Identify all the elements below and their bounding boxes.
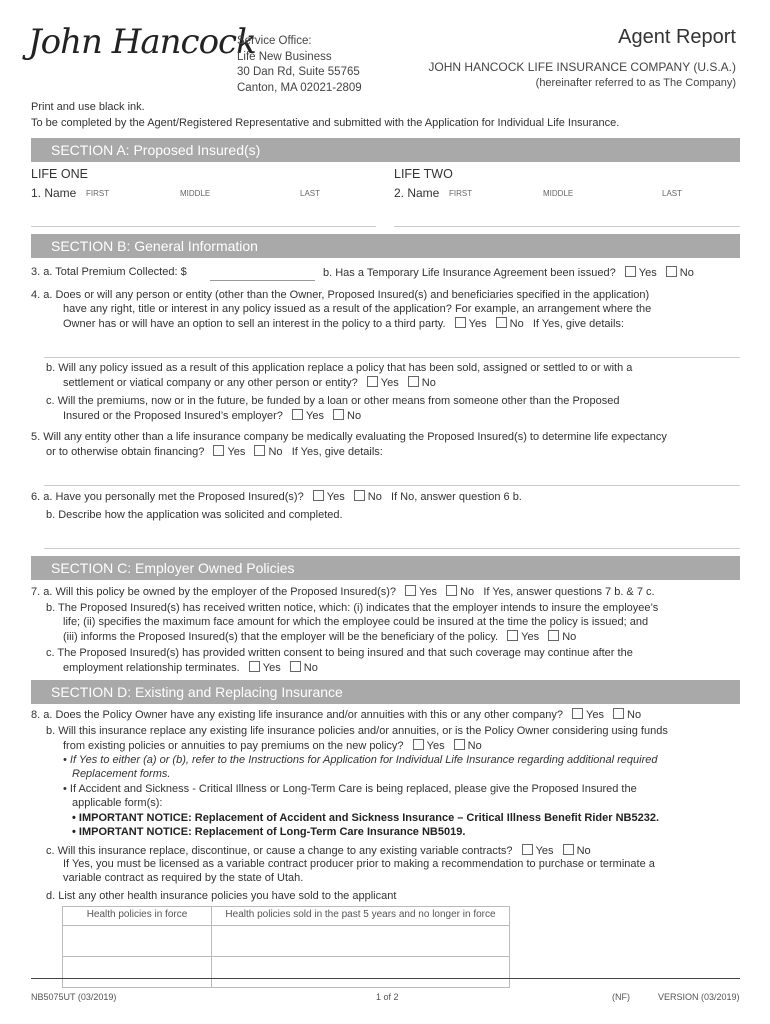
q7b-no-checkbox[interactable] xyxy=(548,630,559,641)
q7b-line1: b. The Proposed Insured(s) has received written notice, which: (i) indicates that the employer intends to insure the employee’s xyxy=(46,602,659,614)
q8b-line1: b. Will this insurance replace any existing life insurance policies and/or annuities, or is the Policy Owner considering using funds xyxy=(46,725,668,737)
q8a-yes-checkbox[interactable] xyxy=(572,708,583,719)
no-label: No xyxy=(467,740,482,752)
service-office-address xyxy=(237,34,362,96)
q7b-yes-checkbox[interactable] xyxy=(507,630,518,641)
section-a-title: SECTION A: Proposed Insured(s) xyxy=(51,142,261,158)
q6b-label: b. Describe how the application was solicited and completed. xyxy=(46,509,343,521)
service-office-line: Service Office: xyxy=(237,35,312,47)
q8b-notice-critical-illness: • IMPORTANT NOTICE: Replacement of Accident and Sickness Insurance – Critical Illness Benefit Rider NB5232. xyxy=(72,812,660,824)
yes-label: Yes xyxy=(586,709,604,721)
last-label: LAST xyxy=(662,189,683,198)
q7a-no-checkbox[interactable] xyxy=(446,585,457,596)
no-label: No xyxy=(460,586,475,598)
no-label: No xyxy=(679,267,694,279)
q8c-no-checkbox[interactable] xyxy=(563,844,574,855)
no-label: No xyxy=(421,377,436,389)
section-b-header xyxy=(31,234,740,258)
q3b-no-checkbox[interactable] xyxy=(666,266,677,277)
q8a-label: 8. a. Does the Policy Owner have any existing life insurance and/or annuities with this or any other company? xyxy=(31,709,563,721)
section-d-title: SECTION D: Existing and Replacing Insurance xyxy=(51,684,343,700)
intro-ink: Print and use black ink. xyxy=(31,101,145,113)
q4b-no-checkbox[interactable] xyxy=(408,376,419,387)
intro-instructions: To be completed by the Agent/Registered Representative and submitted with the Application for Individual Life Insurance. xyxy=(31,117,620,129)
q8b-notice-long-term-care: • IMPORTANT NOTICE: Replacement of Long-Term Care Insurance NB5019. xyxy=(72,826,466,838)
q8c-yes-checkbox[interactable] xyxy=(522,844,533,855)
q7b-line3-text: (iii) informs the Proposed Insured(s) that the employer will be the beneficiary of the policy. xyxy=(63,631,499,643)
form-id: NB5075UT (03/2019) xyxy=(31,992,117,1002)
yes-label: Yes xyxy=(521,631,540,643)
q7c-line1: c. The Proposed Insured(s) has provided written consent to being insured and that such coverage may continue after the xyxy=(46,647,633,659)
name-2-label: 2. Name xyxy=(394,186,440,200)
q4c-no-checkbox[interactable] xyxy=(333,409,344,420)
q7c-yes-checkbox[interactable] xyxy=(249,661,260,672)
section-d-header xyxy=(31,680,740,704)
q8c-line1-text: c. Will this insurance replace, discontinue, or cause a change to any existing variable contracts? xyxy=(46,845,513,857)
q6a xyxy=(31,490,522,503)
q8a-no-checkbox[interactable] xyxy=(613,708,624,719)
yes-label: Yes xyxy=(419,586,438,598)
q8b-bullet1-line1: • If Yes to either (a) or (b), refer to the Instructions for Application for Individual Life Insurance regarding additional required xyxy=(63,754,658,766)
yes-label: Yes xyxy=(380,377,399,389)
q4b-yes-checkbox[interactable] xyxy=(367,376,378,387)
q8c-line2: If Yes, you must be licensed as a variable contract producer prior to making a recommendation to purchase or terminate a xyxy=(63,858,655,870)
health-cell-input[interactable] xyxy=(63,957,212,988)
no-label: No xyxy=(268,446,283,458)
life-two-label: LIFE TWO xyxy=(394,167,453,181)
q4b-line2 xyxy=(63,376,436,389)
no-label: No xyxy=(576,845,591,857)
q3b-yes-checkbox[interactable] xyxy=(625,266,636,277)
footer-divider xyxy=(31,978,740,979)
q7a-label: 7. a. Will this policy be owned by the employer of the Proposed Insured(s)? xyxy=(31,586,397,598)
q6b-field[interactable] xyxy=(44,548,740,549)
q3b xyxy=(323,266,694,279)
total-premium-field[interactable] xyxy=(210,280,315,281)
q7c-line2-text: employment relationship terminates. xyxy=(63,662,240,674)
section-a-header xyxy=(31,138,740,162)
q4b-line1: b. Will any policy issued as a result of this application replace a policy that has been sold, assigned or settled to or with a xyxy=(46,362,633,374)
yes-label: Yes xyxy=(468,318,487,330)
yes-label: Yes xyxy=(227,446,246,458)
q4c-line2-text: Insured or the Proposed Insured’s employer? xyxy=(63,410,283,422)
life-one-label: LIFE ONE xyxy=(31,167,88,181)
middle-label: MIDDLE xyxy=(543,189,574,198)
q4b-line2-text: settlement or viatical company or any other person or entity? xyxy=(63,377,358,389)
no-label: No xyxy=(562,631,577,643)
last-label: LAST xyxy=(300,189,321,198)
q4a-line2: have any right, title or interest in any policy issued as a result of the application? For example, an arrangement where the xyxy=(63,303,652,315)
q7a-yes-checkbox[interactable] xyxy=(405,585,416,596)
health-col-past-5-years: Health policies sold in the past 5 years and no longer in force xyxy=(212,907,510,926)
page-number: 1 of 2 xyxy=(376,992,399,1002)
q5-line2-text: or to otherwise obtain financing? xyxy=(46,446,205,458)
no-label: No xyxy=(627,709,642,721)
q8d-label: d. List any other health insurance policies you have sold to the applicant xyxy=(46,890,397,902)
q8b-yes-checkbox[interactable] xyxy=(413,739,424,750)
yes-label: Yes xyxy=(306,410,324,422)
q4c-yes-checkbox[interactable] xyxy=(292,409,303,420)
q4c-line2 xyxy=(63,409,361,422)
first-label: FIRST xyxy=(86,189,110,198)
q4c-line1: c. Will the premiums, now or in the future, be funded by a loan or other means from someone other than the Proposed xyxy=(46,395,620,407)
q5-line2 xyxy=(46,445,383,458)
q4a-details-label: If Yes, give details: xyxy=(532,318,624,330)
yes-label: Yes xyxy=(638,267,657,279)
q6a-no-checkbox[interactable] xyxy=(354,490,365,501)
yes-label: Yes xyxy=(535,845,554,857)
health-col-in-force: Health policies in force xyxy=(63,907,212,926)
q5-details-label: If Yes, give details: xyxy=(291,446,383,458)
q3b-label: b. Has a Temporary Life Insurance Agreement been issued? xyxy=(323,267,616,279)
health-cell-input[interactable] xyxy=(212,957,510,988)
no-label: No xyxy=(509,318,524,330)
john-hancock-logo: John Hancock xyxy=(28,22,256,62)
company-subtitle: (hereinafter referred to as The Company) xyxy=(535,77,736,89)
middle-label: MIDDLE xyxy=(180,189,211,198)
q7b-line2: life; (ii) specifies the maximum face amount for which the employee could be insured at the time the policy is issued; and xyxy=(63,616,649,628)
name-2-field[interactable] xyxy=(394,226,740,227)
q6a-note: If No, answer question 6 b. xyxy=(391,491,522,503)
q4a-details-field[interactable] xyxy=(44,357,740,358)
q8b-bullet2-line1: • If Accident and Sickness - Critical Illness or Long-Term Care is being replaced, please give the Proposed Insured the xyxy=(63,783,637,795)
q4a-no-checkbox[interactable] xyxy=(496,317,507,328)
q3a-label: 3. a. Total Premium Collected: $ xyxy=(31,266,187,278)
first-label: FIRST xyxy=(449,189,473,198)
section-c-header xyxy=(31,556,740,580)
company-name: JOHN HANCOCK LIFE INSURANCE COMPANY (U.S.A.) xyxy=(428,60,736,74)
q8b-bullet2-line2: applicable form(s): xyxy=(72,797,163,809)
yes-label: Yes xyxy=(326,491,345,503)
q4a-yes-checkbox[interactable] xyxy=(455,317,466,328)
service-office-line: 30 Dan Rd, Suite 55765 xyxy=(237,66,360,78)
q8b-line2 xyxy=(63,739,482,752)
q8b-line2-text: from existing policies or annuities to pay premiums on the new policy? xyxy=(63,740,404,752)
q8a xyxy=(31,708,641,721)
section-c-title: SECTION C: Employer Owned Policies xyxy=(51,560,295,576)
q4a-line3 xyxy=(63,317,624,330)
nf-label: (NF) xyxy=(612,992,630,1002)
q6a-yes-checkbox[interactable] xyxy=(313,490,324,501)
no-label: No xyxy=(367,491,382,503)
yes-label: Yes xyxy=(262,662,281,674)
section-b-title: SECTION B: General Information xyxy=(51,238,258,254)
q7b-line3 xyxy=(63,630,576,643)
no-label: No xyxy=(347,410,362,422)
no-label: No xyxy=(303,662,318,674)
q5-no-checkbox[interactable] xyxy=(254,445,265,456)
q4a-line1: 4. a. Does or will any person or entity (other than the Owner, Proposed Insured(s) and beneficiaries specified in the application) xyxy=(31,289,650,301)
q7c-no-checkbox[interactable] xyxy=(290,661,301,672)
q8c-line3: variable contract as required by the state of Utah. xyxy=(63,872,304,884)
service-office-line: Canton, MA 02021-2809 xyxy=(237,81,362,94)
health-cell-input[interactable] xyxy=(212,926,510,957)
health-policies-table xyxy=(62,906,510,988)
q6a-label: 6. a. Have you personally met the Proposed Insured(s)? xyxy=(31,491,304,503)
q7c-line2 xyxy=(63,661,318,674)
q8c-line1 xyxy=(46,844,591,857)
name-1-label: 1. Name xyxy=(31,186,77,200)
q4a-line3-text: Owner has or will have an option to sell an interest in the policy to a third party. xyxy=(63,318,446,330)
q5-line1: 5. Will any entity other than a life insurance company be medically evaluating the Proposed Insured(s) to determine life expectancy xyxy=(31,431,667,443)
q8b-bullet1-line2: Replacement forms. xyxy=(72,768,171,780)
service-office-line: Life New Business xyxy=(237,50,332,63)
q7a-note: If Yes, answer questions 7 b. & 7 c. xyxy=(483,586,655,598)
q5-details-field[interactable] xyxy=(44,485,740,486)
yes-label: Yes xyxy=(426,740,445,752)
q8b-no-checkbox[interactable] xyxy=(454,739,465,750)
q7a xyxy=(31,585,655,598)
health-cell-input[interactable] xyxy=(63,926,212,957)
version-label: VERSION (03/2019) xyxy=(658,992,740,1002)
q5-yes-checkbox[interactable] xyxy=(213,445,224,456)
page-title: Agent Report xyxy=(618,26,736,48)
name-1-field[interactable] xyxy=(31,226,376,227)
